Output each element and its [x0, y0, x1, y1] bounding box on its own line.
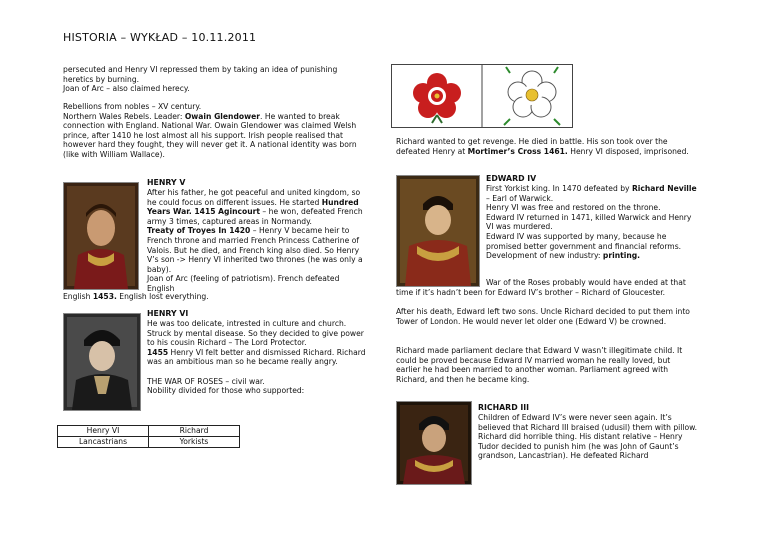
edward-iv-p4: Edward IV was supported by many, because he promised better government and financial reforms.: [486, 231, 682, 251]
richard-iii-portrait: [396, 401, 472, 485]
henry-v-section: [147, 178, 367, 294]
henry-v-p1: [147, 188, 367, 226]
revenge-c: Henry VI disposed, imprisoned.: [567, 146, 689, 156]
henry-v-p3c: English lost everything.: [116, 292, 209, 301]
edward-iv-p1: [486, 184, 700, 203]
table-cell: Yorkists: [149, 437, 240, 448]
edward-iv-p3: Edward IV returned in 1471, killed Warwick and Henry VI was murdered.: [486, 212, 692, 232]
edward-iv-p2: Henry VI was free and restored on the throne.: [486, 203, 661, 213]
edward-iv-heading: EDWARD IV: [486, 174, 537, 183]
henry-vi-heading: HENRY VI: [147, 309, 189, 318]
rebellions-leader: Owain Glendower: [184, 111, 261, 121]
henry-v-p1a: After his father, he got peaceful and united kingdom, so he could focus on different issues. He started: [147, 188, 361, 207]
edward-iv-p5a: Development of new industry:: [486, 251, 603, 261]
henry-v-p2b: – Henry V became heir to French throne and married French Princess Catherine of Valois. But he died, and French king also died. So Henry V’s son -> Henry VI inherited two thrones (he was only a baby).: [147, 226, 363, 274]
henry-v-p3b: 1453.: [92, 292, 117, 301]
red-rose-icon: [413, 73, 461, 123]
table-row: [58, 437, 240, 448]
table-cell: Richard: [149, 426, 240, 437]
henry-v-p2: [147, 226, 367, 274]
henry-v-p2a: Treaty of Troyes In 1420: [147, 226, 251, 236]
white-rose-icon: [504, 67, 560, 125]
intro-line-2: Joan of Arc – also claimed herecy.: [63, 84, 190, 94]
henry-v-p1c: – he won, defeated French army 3 times, captured areas in Normandy.: [147, 207, 363, 226]
henry-vi-p2: [147, 348, 367, 367]
edward-iv-p5b: printing.: [602, 251, 641, 261]
revenge-b: Mortimer’s Cross 1461.: [467, 146, 568, 156]
henry-vi-p1: He was too delicate, intrested in culture and church. Struck by mental disease. So they decided to give power to his cousin Richard – The Lord Protector.: [147, 319, 364, 348]
henry-v-portrait: [63, 182, 139, 290]
roses-image: [391, 64, 573, 128]
edward-iv-portrait: [396, 175, 480, 287]
edward-iv-section: [486, 174, 700, 261]
war-text: War of the Roses probably would have ended at that time if it’s hadn’t been for Edward IV’s brother – Richard of Gloucester.: [396, 278, 686, 297]
parliament-text: Richard made parliament declare that Edward V wasn’t illegitimate child. It could be proved because Edward IV married woman he really loved, but earlier he had been married to another woman. Parliament agreed with Richard, and then he became king.: [396, 346, 683, 384]
page-title: HISTORIA – WYKŁAD – 10.11.2011: [63, 31, 257, 44]
edward-iv-p1b: Richard Neville: [631, 184, 697, 193]
henry-v-p3: Joan of Arc (feeling of patriotism). French defeated English: [147, 274, 340, 293]
richard-iii-heading: RICHARD III: [478, 403, 530, 412]
edward-iv-p1c: – Earl of Warwick.: [486, 193, 554, 203]
rebellions-line-1: Rebellions from nobles – XV century.: [63, 102, 202, 111]
table-cell: Lancastrians: [58, 437, 149, 448]
richard-iii-p2: Richard did horrible thing. His distant relative – Henry Tudor decided to punish him (he was John of Gaunt’s grandson, Lancastrian). He defeated Richard: [478, 432, 683, 461]
table-row: [58, 426, 240, 437]
henry-vi-portrait: [63, 313, 141, 411]
henry-vi-p2a: 1455: [147, 347, 169, 357]
revenge-text: [396, 137, 696, 156]
table-cell: Henry VI: [58, 426, 149, 437]
death-text: After his death, Edward left two sons. Uncle Richard decided to put them into Tower of London. He would never let older one (Edward V) be crowned.: [396, 307, 690, 326]
intro-line-1: persecuted and Henry VI repressed them by taking an idea of punishing heretics by burning.: [63, 65, 338, 84]
edward-iv-p5: [486, 251, 700, 261]
rebellions-b: . He wanted to break connection with England. National War. Owain Glendower was claimed Welsh prince, after 1410 he lost almost all his support. Irish people realised that however hard they fought, they will never get it. A national identity was born (like with William Wallace).: [63, 111, 357, 159]
henry-v-p3-tail: English 1453. English lost everything.: [63, 292, 209, 301]
henry-vi-p4: Nobility divided for those who supported:: [147, 386, 305, 396]
rebellions-line-2: [63, 112, 363, 160]
rebellions-text: [63, 102, 363, 160]
henry-vi-section: [147, 309, 367, 396]
henry-vi-p3: THE WAR OF ROSES – civil war.: [147, 376, 265, 386]
henry-v-p1b: Hundred Years War. 1415 Agincourt: [147, 197, 359, 217]
war-of-roses-table: [57, 425, 240, 448]
rebellions-a: Northern Wales Rebels. Leader:: [63, 111, 185, 121]
henry-vi-p2b: Henry VI felt better and dismissed Richard. Richard was an ambitious man so he became really angry.: [147, 347, 366, 367]
richard-iii-p1: Children of Edward IV’s were never seen again. It’s believed that Richard III braised (udusil) them with pillow.: [478, 413, 698, 432]
revenge-a: Richard wanted to get revenge. He died in battle. His son took over the defeated Henry at: [396, 137, 668, 156]
edward-iv-p1a: First Yorkist king. In 1470 defeated by: [486, 184, 632, 193]
richard-iii-section: [478, 403, 700, 461]
henry-v-heading: HENRY V: [147, 178, 186, 187]
intro-text: [63, 65, 363, 94]
